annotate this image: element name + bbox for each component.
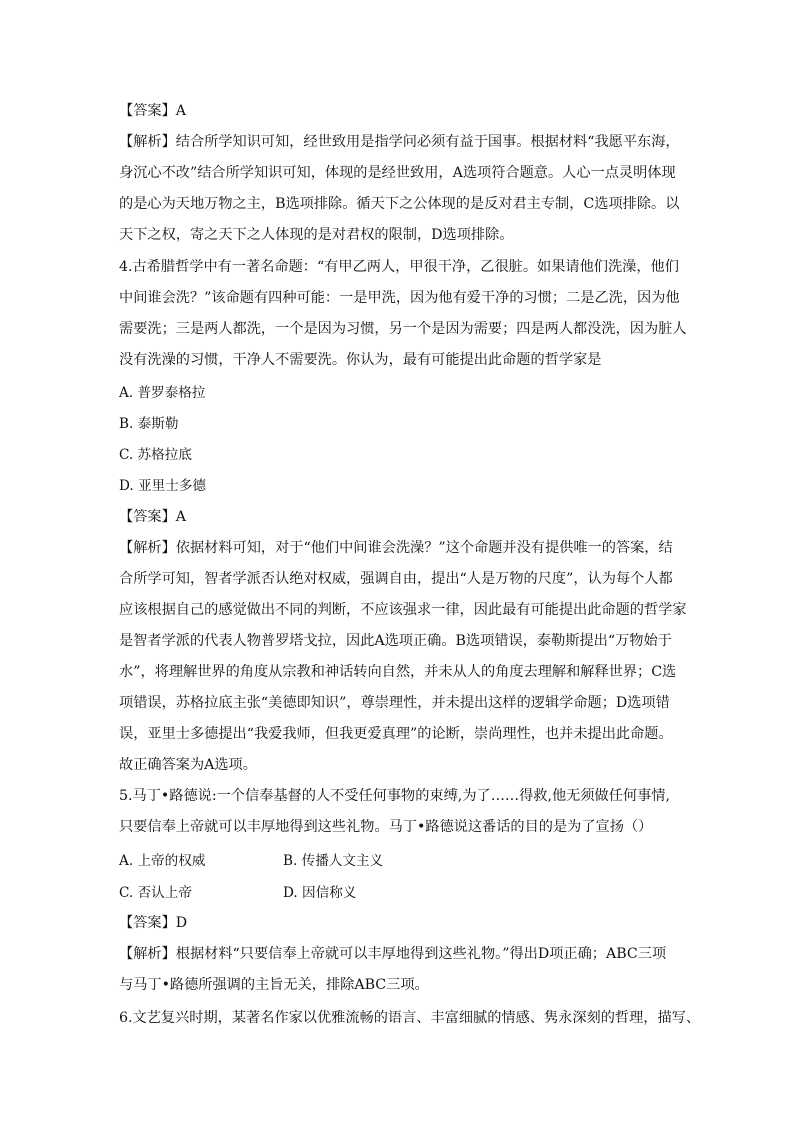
analysis-q3-line-3: 的是心为天地万物之主，B选项排除。循天下之公体现的是反对君主专制，C选项排除。以	[119, 196, 680, 212]
analysis-q4-line-3: 应该根据自己的感觉做出不同的判断，不应该强求一律，因此最有可能提出此命题的哲学家	[119, 602, 687, 618]
question-4-line-3: 需要洗；三是两人都洗，一个是因为习惯，另一个是因为需要；四是两人都没洗，因为脏人	[119, 321, 687, 337]
q5-option-a: A. 上帝的权威	[119, 853, 206, 869]
analysis-q3-line-1: 【解析】结合所学知识可知，经世致用是指学问必须有益于国事。根据材料“我愿平东海，	[119, 134, 680, 150]
question-4-line-4: 没有洗澡的习惯，干净人不需要洗。你认为，最有可能提出此命题的哲学家是	[119, 352, 602, 368]
question-4-line-2: 中间谁会洗？”该命题有四种可能：一是甲洗，因为他有爱干净的习惯；二是乙洗，因为他	[119, 290, 680, 306]
analysis-q4-line-1: 【解析】依据材料可知，对于“他们中间谁会洗澡？”这个命题并没有提供唯一的答案，结	[119, 540, 673, 556]
analysis-q3-line-2: 身沉心不改”结合所学知识可知，体现的是经世致用，A选项符合题意。人心一点灵明体现	[119, 165, 676, 181]
q4-option-c: C. 苏格拉底	[119, 447, 192, 463]
analysis-q3-line-4: 天下之权，寄之天下之人体现的是对君权的限制，D选项排除。	[119, 227, 514, 243]
q5-option-b: B. 传播人文主义	[283, 853, 384, 869]
q4-option-a: A. 普罗泰格拉	[119, 385, 206, 401]
question-5-line-2: 只要信奉上帝就可以丰厚地得到这些礼物。马丁•路德说这番话的目的是为了宣扬（）	[119, 819, 653, 835]
q4-option-b: B. 泰斯勒	[119, 416, 179, 432]
q4-option-d: D. 亚里士多德	[119, 478, 207, 494]
analysis-q5-line-2: 与马丁•路德所强调的主旨无关，排除ABC三项。	[119, 977, 429, 993]
analysis-q4-line-5: 水”，将理解世界的角度从宗教和神话转向自然，并未从人的角度去理解和解释世界；C选	[119, 664, 677, 680]
analysis-q4-line-2: 合所学可知，智者学派否认绝对权威，强调自由，提出“人是万物的尺度”，认为每个人都	[119, 571, 673, 587]
question-4-line-1: 4.古希腊哲学中有一著名命题：“有甲乙两人，甲很干净，乙很脏。如果请他们洗澡，他们	[119, 259, 679, 275]
answer-label-q4: 【答案】A	[119, 509, 186, 525]
question-6-line-1: 6.文艺复兴时期，某著名作家以优雅流畅的语言、丰富细腻的情感、隽永深刻的哲理，描写、	[119, 1010, 701, 1026]
question-5-line-1: 5.马丁•路德说:一个信奉基督的人不受任何事物的束缚,为了……得救,他无须做任何事情,	[119, 788, 670, 804]
q5-option-c: C. 否认上帝	[119, 885, 192, 901]
answer-label-q5: 【答案】D	[119, 915, 188, 931]
q5-option-d: D. 因信称义	[283, 885, 357, 901]
analysis-q4-line-6: 项错误，苏格拉底主张“美德即知识”，尊崇理性，并未提出这样的逻辑学命题；D选项错	[119, 695, 670, 711]
analysis-q4-line-7: 误，亚里士多德提出“我爱我师，但我更爱真理”的论断，崇尚理性，也并未提出此命题。	[119, 726, 673, 742]
analysis-q4-line-4: 是智者学派的代表人物普罗塔戈拉，因此A选项正确。B选项错误，泰勒斯提出“万物始于	[119, 633, 672, 649]
analysis-q5-line-1: 【解析】根据材料“只要信奉上帝就可以丰厚地得到这些礼物。”得出D项正确；ABC三项	[119, 946, 667, 962]
analysis-q4-line-8: 故正确答案为A选项。	[119, 757, 257, 773]
answer-label-q3: 【答案】A	[119, 103, 186, 119]
